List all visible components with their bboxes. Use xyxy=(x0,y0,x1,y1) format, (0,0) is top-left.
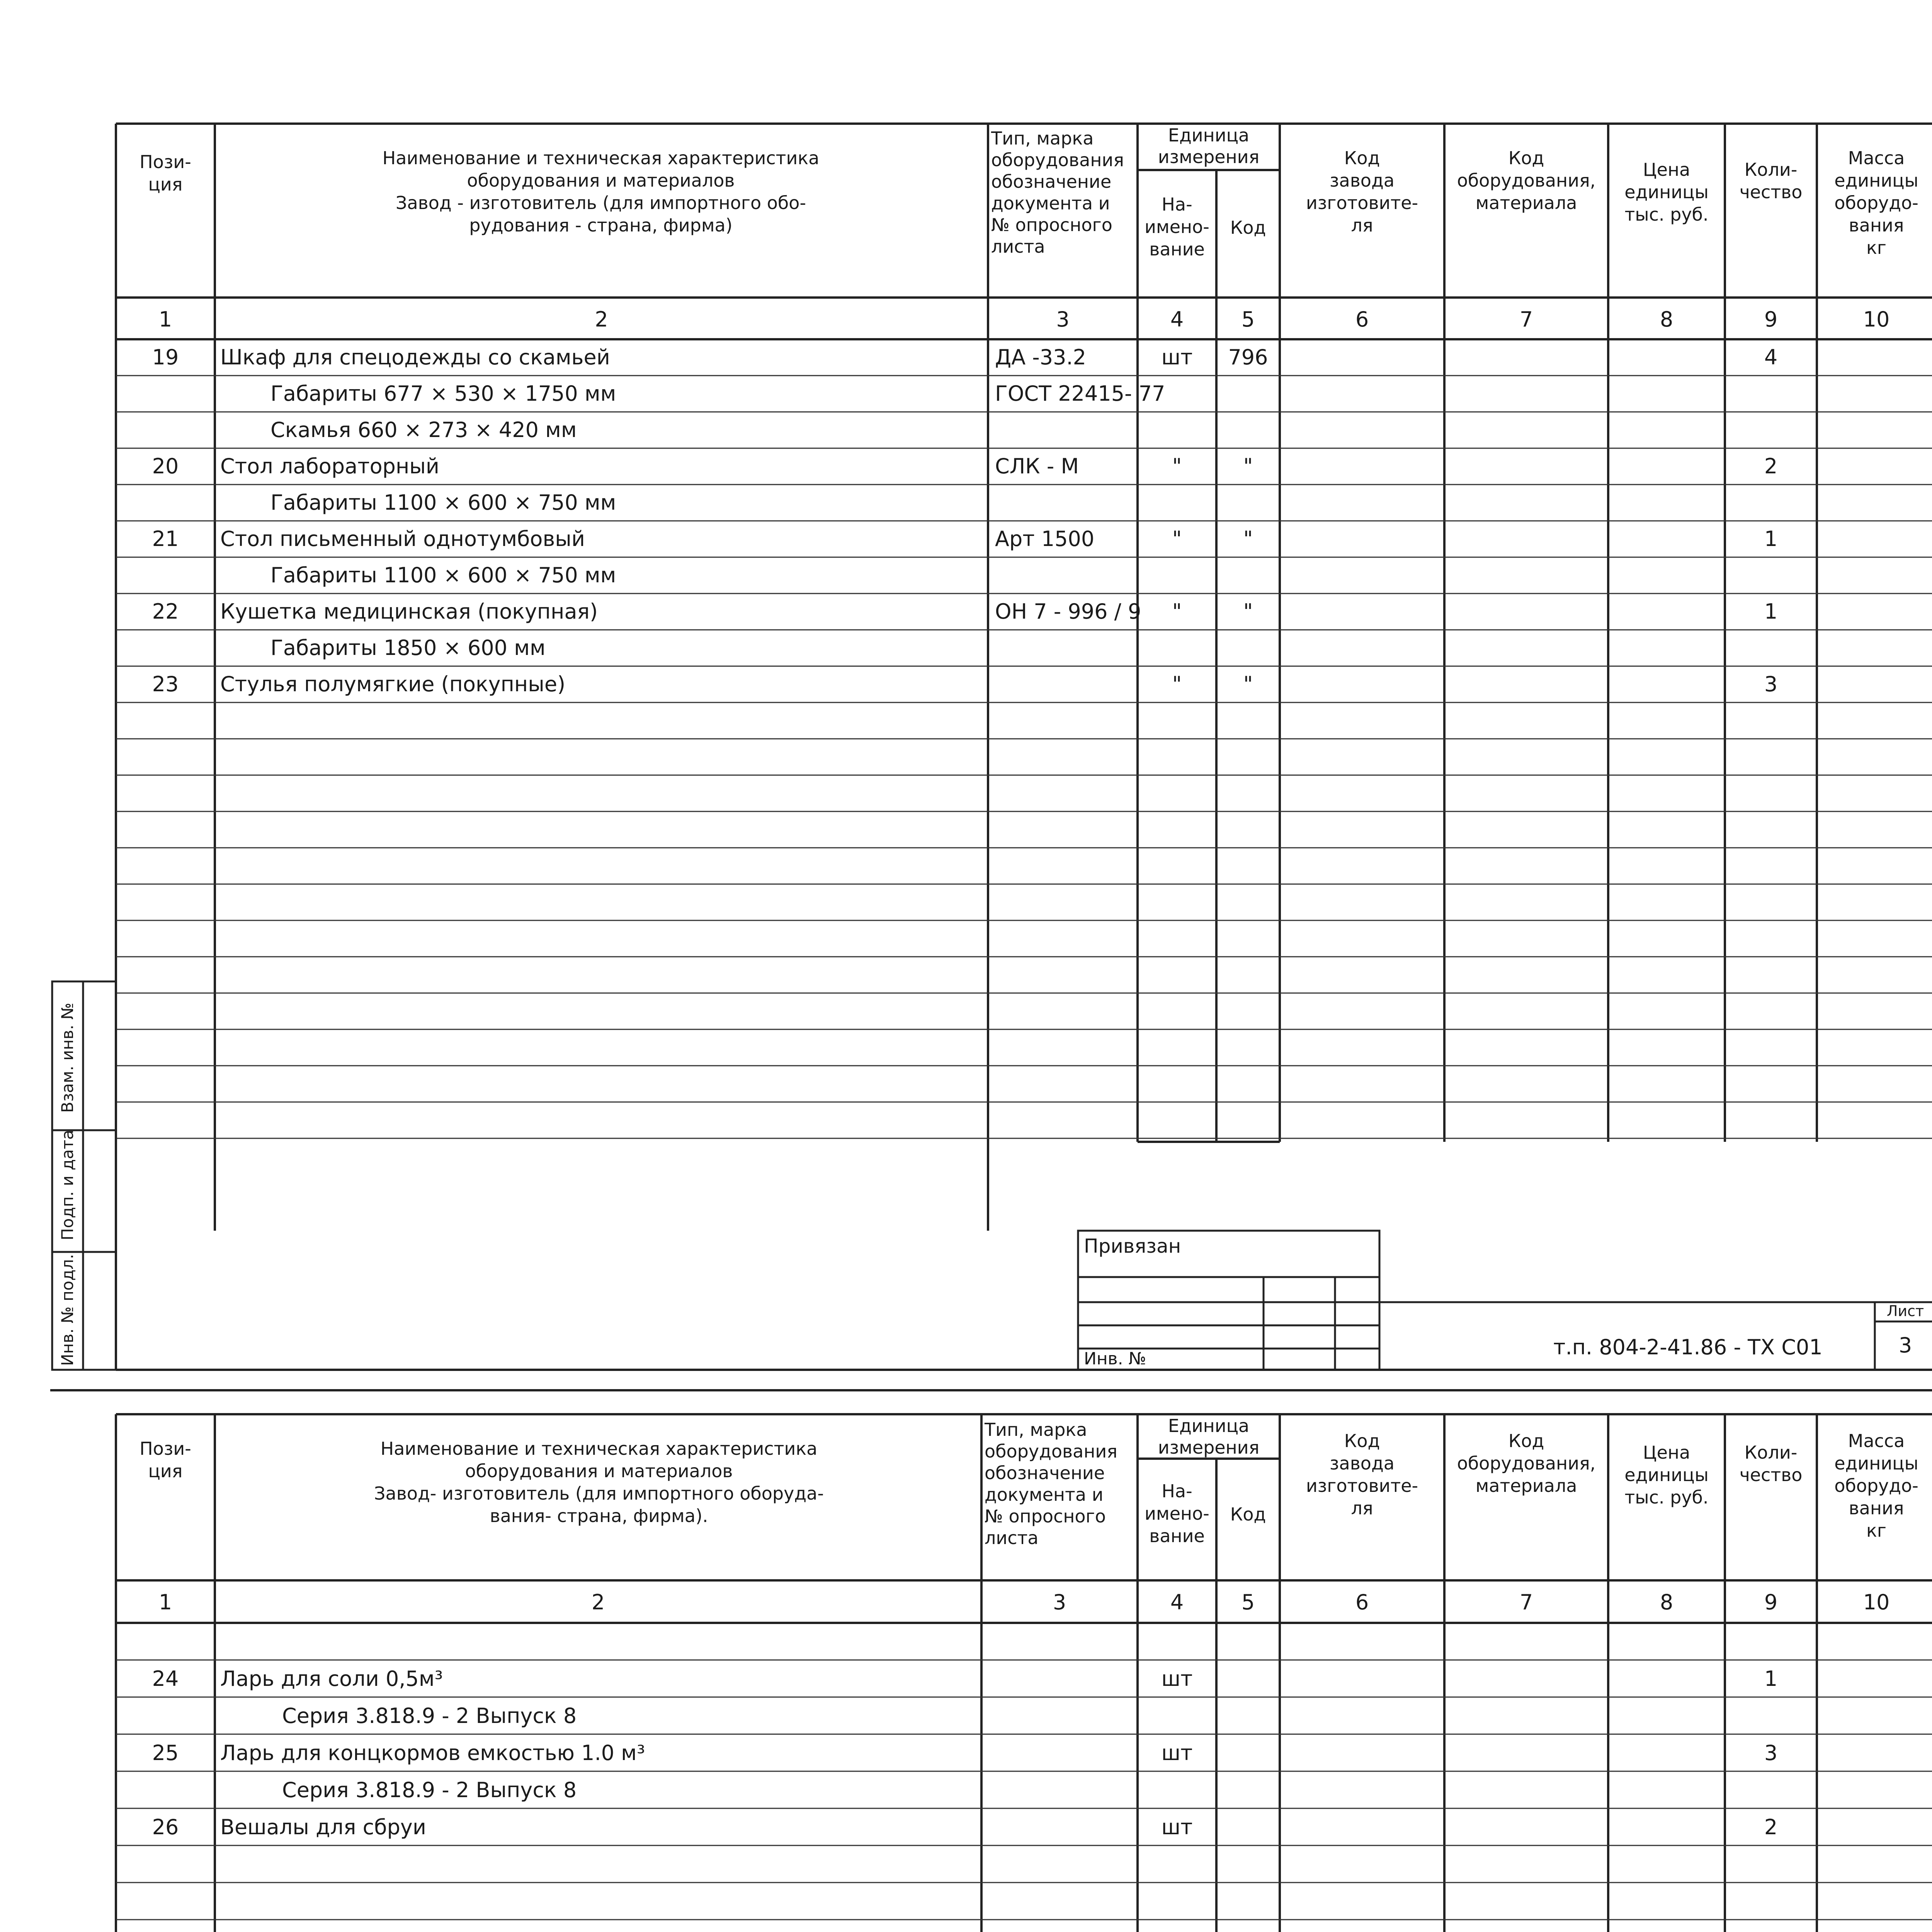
header2-mass: Масса единицы оборудо- вания кг xyxy=(1834,1430,1918,1541)
row-unit-code: " xyxy=(1243,672,1253,696)
row-name: Стол лабораторный xyxy=(220,454,439,478)
sheet1-side-podp: Подп. и дата xyxy=(58,1129,77,1240)
row-name: Габариты 1850 × 600 мм xyxy=(270,636,546,660)
header2-factory-code: Код завода изготовите- ля xyxy=(1306,1430,1418,1519)
colnum2-2: 2 xyxy=(591,1590,605,1614)
row-type: Арт 1500 xyxy=(995,527,1095,551)
row-quantity: 1 xyxy=(1764,1667,1778,1691)
header2-position: Пози- ция xyxy=(139,1438,191,1481)
row-name: Габариты 677 × 530 × 1750 мм xyxy=(270,381,616,406)
header-unit: Единица измерения xyxy=(1158,125,1260,167)
row-position: 19 xyxy=(152,345,179,369)
colnum2-10: 10 xyxy=(1863,1590,1890,1614)
row-quantity: 1 xyxy=(1764,599,1778,624)
row-name: Серия 3.818.9 - 2 Выпуск 8 xyxy=(282,1704,577,1728)
header2-unit-code: Код xyxy=(1230,1504,1266,1525)
row-unit: " xyxy=(1172,672,1182,696)
header2-price: Цена единицы тыс. руб. xyxy=(1624,1442,1709,1508)
row-name: Стулья полумягкие (покупные) xyxy=(220,672,566,696)
row-unit: шт xyxy=(1161,345,1193,369)
row-quantity: 2 xyxy=(1764,454,1778,478)
row-name: Кушетка медицинская (покупная) xyxy=(220,599,598,624)
row-name: Серия 3.818.9 - 2 Выпуск 8 xyxy=(282,1778,577,1802)
header-mass: Масса единицы оборудо- вания кг xyxy=(1834,148,1918,258)
colnum2-1: 1 xyxy=(158,1590,172,1614)
row-name: Вешалы для сбруи xyxy=(220,1815,426,1839)
sheet1-side-inv: Инв. № подл. xyxy=(58,1254,77,1366)
header2-name: Наименование и техническая характеристика оборудования и материалов Завод- изготовитель (для импортного оборуда- вания- страна, фирма). xyxy=(374,1438,824,1526)
row-quantity: 3 xyxy=(1764,1741,1778,1765)
row-unit: шт xyxy=(1161,1741,1193,1765)
row-position: 24 xyxy=(152,1667,179,1691)
row-unit-code: 796 xyxy=(1228,345,1268,369)
header-type: Тип, марка оборудования обозначение документа и № опросного листа xyxy=(991,128,1124,257)
sheet1-inv-label: Инв. № xyxy=(1084,1349,1146,1369)
colnum2-9: 9 xyxy=(1764,1590,1778,1614)
header-unit-name: На- имено- вание xyxy=(1145,194,1209,260)
row-position: 22 xyxy=(152,599,179,624)
row-name: Шкаф для спецодежды со скамьей xyxy=(220,345,610,369)
colnum2-8: 8 xyxy=(1660,1590,1673,1614)
row-name: Стол письменный однотумбовый xyxy=(220,527,585,551)
row-unit: " xyxy=(1172,527,1182,551)
row-type: ДА -33.2 xyxy=(995,345,1087,369)
header-unit-code: Код xyxy=(1230,217,1266,238)
colnum-1: 1 xyxy=(158,307,172,332)
header-qty: Коли- чество xyxy=(1739,159,1803,202)
row-unit: " xyxy=(1172,599,1182,624)
colnum2-5: 5 xyxy=(1241,1590,1255,1614)
sheet1-doc-code: т.п. 804-2-41.86 - ТХ С01 xyxy=(1553,1335,1823,1359)
header-equip-code: Код оборудования, материала xyxy=(1457,148,1596,213)
row-name: Габариты 1100 × 600 × 750 мм xyxy=(270,490,616,515)
row-unit-code: " xyxy=(1243,599,1253,624)
sheet1-bound-label: Привязан xyxy=(1084,1235,1181,1257)
row-unit: шт xyxy=(1161,1815,1193,1839)
row-quantity: 2 xyxy=(1764,1815,1778,1839)
colnum-5: 5 xyxy=(1241,307,1255,332)
colnum-2: 2 xyxy=(595,307,608,332)
row-position: 21 xyxy=(152,527,179,551)
header2-type: Тип, марка оборудования обозначение документа и № опросного листа xyxy=(985,1419,1117,1548)
row-type: СЛК - М xyxy=(995,454,1079,478)
colnum2-6: 6 xyxy=(1355,1590,1369,1614)
header2-equip-code: Код оборудования, материала xyxy=(1457,1430,1596,1496)
colnum2-7: 7 xyxy=(1519,1590,1533,1614)
colnum-6: 6 xyxy=(1355,307,1369,332)
header-position: Пози- ция xyxy=(139,151,191,195)
sheet1-side-vzam: Взам. инв. № xyxy=(58,1002,77,1113)
colnum-8: 8 xyxy=(1660,307,1673,332)
colnum-4: 4 xyxy=(1170,307,1184,332)
colnum-7: 7 xyxy=(1519,307,1533,332)
row-unit-code: " xyxy=(1243,527,1253,551)
header2-qty: Коли- чество xyxy=(1739,1442,1803,1485)
row-name: Ларь для концкормов емкостью 1.0 м³ xyxy=(220,1741,645,1765)
sheet1-sheet-label: Лист xyxy=(1886,1303,1924,1320)
row-position: 20 xyxy=(152,454,179,478)
colnum-3: 3 xyxy=(1056,307,1070,332)
colnum-10: 10 xyxy=(1863,307,1890,332)
row-quantity: 1 xyxy=(1764,527,1778,551)
header-price: Цена единицы тыс. руб. xyxy=(1624,159,1709,225)
header-name: Наименование и техническая характеристика оборудования и материалов Завод - изготовитель (для импортного обо- рудования - страна, фирма) xyxy=(382,148,820,236)
row-unit: " xyxy=(1172,454,1182,478)
row-name: Габариты 1100 × 600 × 750 мм xyxy=(270,563,616,587)
row-quantity: 3 xyxy=(1764,672,1778,696)
row-position: 26 xyxy=(152,1815,179,1839)
colnum-9: 9 xyxy=(1764,307,1778,332)
row-name: Ларь для соли 0,5м³ xyxy=(220,1667,443,1691)
header2-unit: Единица измерения xyxy=(1158,1415,1260,1458)
header2-unit-name: На- имено- вание xyxy=(1145,1481,1209,1546)
row-type: ОН 7 - 996 / 9 xyxy=(995,599,1141,624)
row-position: 23 xyxy=(152,672,179,696)
row-position: 25 xyxy=(152,1741,179,1765)
colnum2-4: 4 xyxy=(1170,1590,1184,1614)
row-name: Скамья 660 × 273 × 420 мм xyxy=(270,418,577,442)
row-quantity: 4 xyxy=(1764,345,1778,369)
row-type: ГОСТ 22415- 77 xyxy=(995,381,1165,406)
row-unit-code: " xyxy=(1243,454,1253,478)
row-unit: шт xyxy=(1161,1667,1193,1691)
sheet1-sheet-number: 3 xyxy=(1898,1333,1912,1357)
colnum2-3: 3 xyxy=(1053,1590,1066,1614)
header-factory-code: Код завода изготовите- ля xyxy=(1306,148,1418,236)
